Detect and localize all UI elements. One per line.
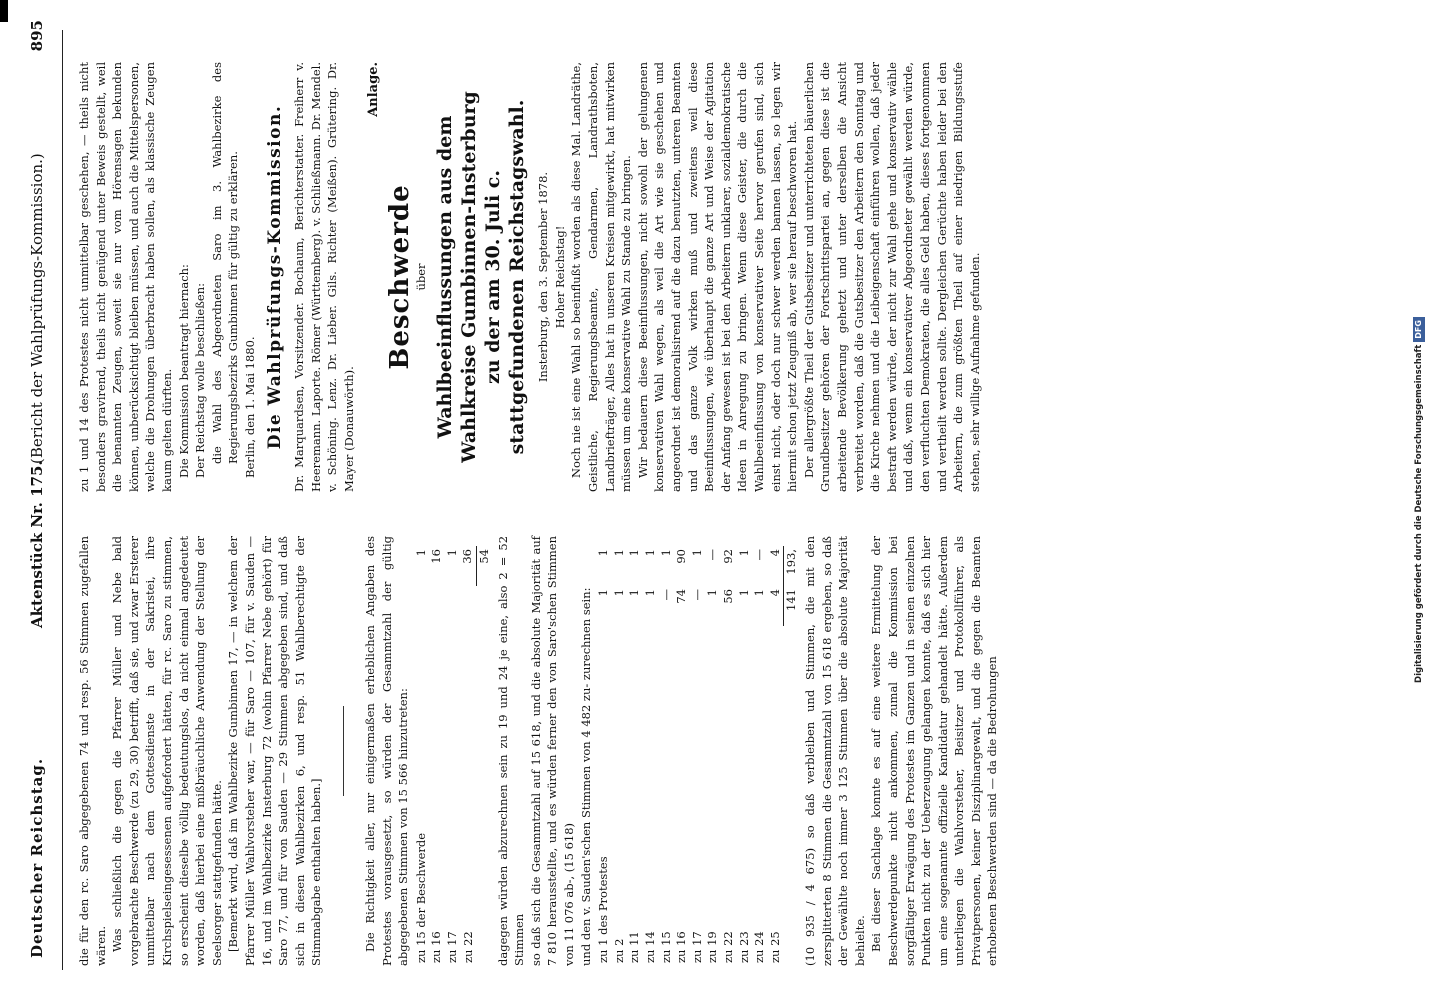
- letter-date: Insterburg, den 3. September 1878.: [536, 171, 551, 383]
- row-label: zu 15 der Beschwerde: [413, 832, 428, 963]
- row-label: zu 15: [658, 931, 673, 963]
- appendix-label: Anlage.: [365, 62, 381, 117]
- sum-value: 193,: [784, 549, 799, 575]
- table-row: [429, 546, 445, 966]
- page-number: 895: [28, 20, 46, 52]
- row-label: zu 22: [720, 931, 735, 963]
- row-value: 56: [720, 589, 735, 604]
- header-section: (Bericht der Wahlprüfungs-Kommission.): [28, 153, 46, 464]
- row-value: —: [705, 549, 720, 561]
- column-right: [76, 62, 983, 492]
- column-left: [76, 536, 1001, 966]
- remaining-votes: 10 935: [802, 915, 817, 962]
- header-publication: Deutscher Reichstag.: [28, 757, 46, 958]
- paragraph-text: Stimmen: [512, 913, 527, 966]
- digitization-credit-bar: [1407, 0, 1432, 1000]
- row-value: 1: [689, 549, 704, 557]
- table-row: [752, 546, 768, 966]
- row-value: 4: [768, 586, 784, 626]
- paragraph: Wir bedauern diese Beeinflussungen, nicht sowohl der gelungenen konservativen Wahl wegen, als weil die Art wie sie geschehen und angeordnet ist demoralisirend auf die dazu benutzten, unteren Beamten und das ganze Volk wirken muß und zweitens weil diese Beeinflussungen, wie überhaupt die ganze Art und Weise der Agitation der Anfang gewesen ist bei den Arbeitern unklarer, sozialdemokratische Ideen in Anregung zu bringen. Wenn diese Geister, die durch die Wahlbeeinflussung von konservativer Seite hervor gerufen sind, sich einst nicht, oder doch nur schwer werden bannen lassen, so legen wir hiermit schon jetzt Zeugniß ab, wer sie herauf beschworen hat.: [635, 62, 800, 492]
- paragraph: zu 1 und 14 des Protestes nicht unmittelbar geschehen, — theils nicht besonders gravirend, theils nicht genügend unter Beweis gestellt, weil die benannten Zeugen, soweit sie nur vom Hörensagen bekunden können, unberücksichtigt bleiben müssen, und auch die Mittelspersonen, welche die Drohungen überbracht haben sollen, als klassische Zeugen kaum gelten dürften.: [77, 62, 174, 492]
- table-row: [460, 546, 476, 966]
- row-value: 1: [627, 549, 642, 557]
- table-row: [414, 546, 430, 966]
- paragraph: Der allergrößte Theil der Gutsbesitzer und unterrichteten bäuerlichen Grundbesitzer gehören der Fortschrittspartei an, gegen diese ist die arbeitende Bevölkerung gehetzt und unter derselben die Ansicht verbreitet worden, daß die Gutsbesitzer den Arbeitern den Sonntag und die Kirche nehmen und die Leibeigenschaft einführen wollen, daß jeder bestraft werden würde, der nicht zur Wahl gehe und konservativ wähle und daß, wenn ein konservativer Abgeordneter gewählt werden würde, den verfluchten Demokraten, die alles Geld haben, dieses fortgenommen und vertheilt werden sollte. Dergleichen Gerüchte haben leider bei den Arbeitern, die zum größten Theil auf einer niedrigen Bildungsstufe stehen, sehr willige Aufnahme gefunden.: [801, 62, 982, 492]
- sum-value: 54: [477, 549, 492, 564]
- table-row: [674, 546, 690, 966]
- title-connector: über: [413, 263, 428, 291]
- row-value: 1: [705, 589, 720, 597]
- row-value: 16: [429, 549, 444, 564]
- paragraph: Was schließlich die gegen die Pfarrer Müller und Nebe bald vorgebrachte Beschwerde (zu 29, 30) betrifft, daß sie, und zwar Ersterer unmittelbar nach dem Gottesdienste in der Sakristei, ihre Kirchspielseingesessenen aufgefordert hätten, für rc. Saro zu stimmen, so erscheint dieselbe völlig bedeutungslos, da nicht einmal angedeutet worden, daß hierbei eine mißbräuchliche Anwendung der Stellung der Seelsorger stattgefunden hätte.: [110, 536, 224, 966]
- paragraph: Bei dieser Sachlage konnte es auf eine weitere Ermittelung der Beschwerdepunkte nicht ankommen, zumal die Kommission bei sorgfältiger Erwägung des Protestes im Ganzen und in seinen einzelnen Punkten nicht zu der Ueberzeugung gelangen konnte, daß es sich hier um eine sogenannte offizielle Kandidatur gehandelt hätte. Außerdem unterliegen die Wahlvorsteher, Beisitzer und Protokollführer, als Privatpersonen, keiner Disziplinargewalt, und die gegen die Beamten erhobenen Beschwerden sind — da die Bedrohungen: [869, 536, 1000, 966]
- row-label: zu 17: [689, 931, 704, 963]
- table-row: [596, 546, 612, 966]
- paragraph: [362, 536, 412, 966]
- paragraph-text: dagegen würden abzurechnen sein zu 19 und 24 je eine, also: [495, 585, 510, 966]
- table-row: [784, 546, 800, 966]
- remaining-votes: 4 675: [802, 852, 817, 892]
- row-label: zu 22: [460, 931, 475, 963]
- table-row: [612, 546, 628, 966]
- deduction-value: 2: [495, 572, 510, 580]
- row-label: zu 1 des Protestes: [596, 856, 611, 963]
- row-value: 1: [643, 549, 657, 557]
- paragraph-text: so daß sich die Gesammtzahl auf 15 618, und die absolute Majorität auf 7 810 herausstellte, und es würden ferner den von Saro'schen Stimmen von 11 076 ab-,: [528, 536, 577, 966]
- row-value: —: [658, 589, 673, 601]
- row-label: zu 16: [674, 931, 689, 963]
- members-list: Dr. Marquardsen, Vorsitzender. Bochaum, Berichterstatter. Freiherr v. Heeremann. Laporte. Römer (Württemberg). v. Schließmann. Dr. Mendel. v. Schöning. Lenz. Dr. Lieber. Gils. Richter (Meißen). Grütering. Dr. Mayer (Donauwörth).: [292, 62, 356, 492]
- table-row: [643, 546, 659, 966]
- place-date: Berlin, den 1. Mai 1880.: [242, 336, 257, 478]
- votes-value: 4 482 zu-: [578, 683, 593, 738]
- table-row: [445, 546, 461, 966]
- paragraph: [Bemerkt wird, daß im Wahlbezirke Gumbinnen 17, — in welchem der Pfarrer Müller Wahlvorsteher war, — für Saro — 107, für v. Sauden — 16, und im Wahlbezirke Insterburg 72 (wohin Pfarrer Nebe gehört) für Saro 77, und für von Sauden — 29 Stimmen abgegeben sind, und daß sich in diesen Wahlbezirken 6, und resp. 51 Wahlberechtigte der Stimmabgabe enthalten haben.]: [226, 536, 324, 966]
- row-value: 1: [596, 589, 611, 597]
- row-value: 1: [596, 549, 611, 557]
- row-value: 1: [752, 589, 767, 597]
- paragraph: die für den rc. Saro abgegebenen 74 und resp. 56 Stimmen zugefallen wären.: [77, 536, 108, 966]
- paragraph: dagegen würden abzurechnen sein zu 19 und 24 je eine, also 2 = 52 Stimmen: [495, 535, 527, 966]
- row-value: 1: [627, 589, 642, 597]
- row-label: zu 24: [752, 931, 767, 963]
- total-votes: 15 566: [396, 763, 411, 804]
- row-label: zu 2: [611, 938, 626, 963]
- header-document-number: Aktenstück Nr. 175.: [28, 460, 46, 628]
- row-label: zu 25: [768, 931, 782, 963]
- paragraph-text: zurechnen sein:: [578, 587, 593, 681]
- table-row: [690, 546, 706, 966]
- table-row: [737, 546, 753, 966]
- row-label: zu 16: [429, 931, 444, 963]
- salutation: Hoher Reichstag!: [552, 225, 567, 329]
- commission-title: Die Wahlprüfungs-Kommission.: [264, 104, 285, 450]
- difference-value: 52: [495, 535, 510, 551]
- row-label: zu 11: [627, 931, 642, 963]
- complaint-subtitle: Wahlbeeinflussungen aus dem Wahlkreise Gumbinnen-Insterburg zu der am 30. Juli c. stattgefundenen Reichstagswahl.: [434, 91, 529, 463]
- row-value: 1: [444, 549, 459, 557]
- row-value: 1: [658, 549, 673, 557]
- row-label: zu 17: [444, 931, 459, 963]
- row-value: 90: [674, 549, 689, 564]
- motion-text: die Wahl des Abgeordneten Saro im 3. Wahlbezirke des Regierungsbezirks Gumbinnen für gültig zu erklären.: [209, 62, 241, 464]
- paragraph-text: hinzutreten:: [396, 688, 411, 760]
- row-label: zu 19: [705, 931, 720, 963]
- complaint-title: Beschwerde: [385, 184, 416, 370]
- table-row: [627, 546, 643, 966]
- paragraph-text: so daß verbleiben und Stimmen, die mit den zersplitterten 8 Stimmen die Gesammtzahl von 15 618 ergeben, so daß der Gewählte noch immer 3 125 Stimmen über die absolute Majorität behielte.: [802, 536, 867, 966]
- row-value: 1: [611, 549, 626, 557]
- dfg-logo: DFG: [1413, 317, 1425, 342]
- credit-text: Digitalisierung gefördert durch die Deutsche Forschungsgemeinschaft: [1414, 344, 1424, 683]
- paragraph: so daß sich die Gesammtzahl auf 15 618, und die absolute Majorität auf 7 810 herausstellte, und es würden ferner den von Saro'schen Stimmen von 11 076 ab-, (15 618): [528, 536, 577, 966]
- row-value: 1: [736, 549, 751, 557]
- vote-table-b: [596, 546, 800, 966]
- paragraph: [578, 536, 595, 966]
- paragraph: (10 935 / 4 675) so daß verbleiben und Stimmen, die mit den zersplitterten 8 Stimmen die Gesammtzahl von 15 618 ergeben, so daß der Gewählte noch immer 3 125 Stimmen über die absolute Majorität behielte.: [802, 536, 867, 966]
- separator-line: [343, 706, 344, 796]
- row-label: zu 14: [643, 931, 657, 963]
- table-row: [721, 546, 737, 966]
- row-value: 1: [736, 589, 751, 597]
- row-value: 4: [768, 546, 784, 586]
- paragraph-text: und den v. Sauden'schen Stimmen von: [578, 741, 593, 966]
- table-row: [705, 546, 721, 966]
- sum-value: 141: [784, 589, 799, 611]
- digitization-credit: [1407, 0, 1432, 1000]
- row-value: 1: [643, 589, 657, 597]
- page-header: [20, 20, 56, 980]
- row-value: —: [689, 589, 704, 601]
- paragraph-text: Die Richtigkeit aller, nur einigermaßen erheblichen Angaben des Protestes vorausgesetzt, so würden der Gesammtzahl der gültig abgegebenen Stimmen von: [362, 536, 411, 966]
- row-value: 1: [413, 549, 428, 557]
- row-value: 74: [674, 589, 689, 604]
- row-value: 92: [720, 549, 735, 564]
- paragraph: Die Kommission beantragt hiernach:: [176, 264, 191, 478]
- row-value: 1: [611, 589, 626, 597]
- row-value: 36: [460, 546, 476, 586]
- table-row: [768, 546, 784, 966]
- vote-table-a: [414, 546, 493, 966]
- table-row: [659, 546, 675, 966]
- table-row: [477, 546, 493, 966]
- total-votes: 15 618: [562, 827, 577, 868]
- row-label: zu 23: [736, 931, 751, 963]
- header-rule: [62, 30, 63, 970]
- paragraph: Der Reichstag wolle beschließen:: [193, 283, 208, 478]
- row-value: —: [752, 549, 767, 561]
- paragraph: Noch nie ist eine Wahl so beeinflußt worden als diese Mal. Landräthe, Geistliche, Regierungsbeamte, Gendarmen, Landrathsboten, Landbriefträger, Alles hat in unseren Kreisen mitgewirkt, hat mitwirken müssen um eine konservative Wahl zu Stande zu bringen.: [569, 62, 634, 492]
